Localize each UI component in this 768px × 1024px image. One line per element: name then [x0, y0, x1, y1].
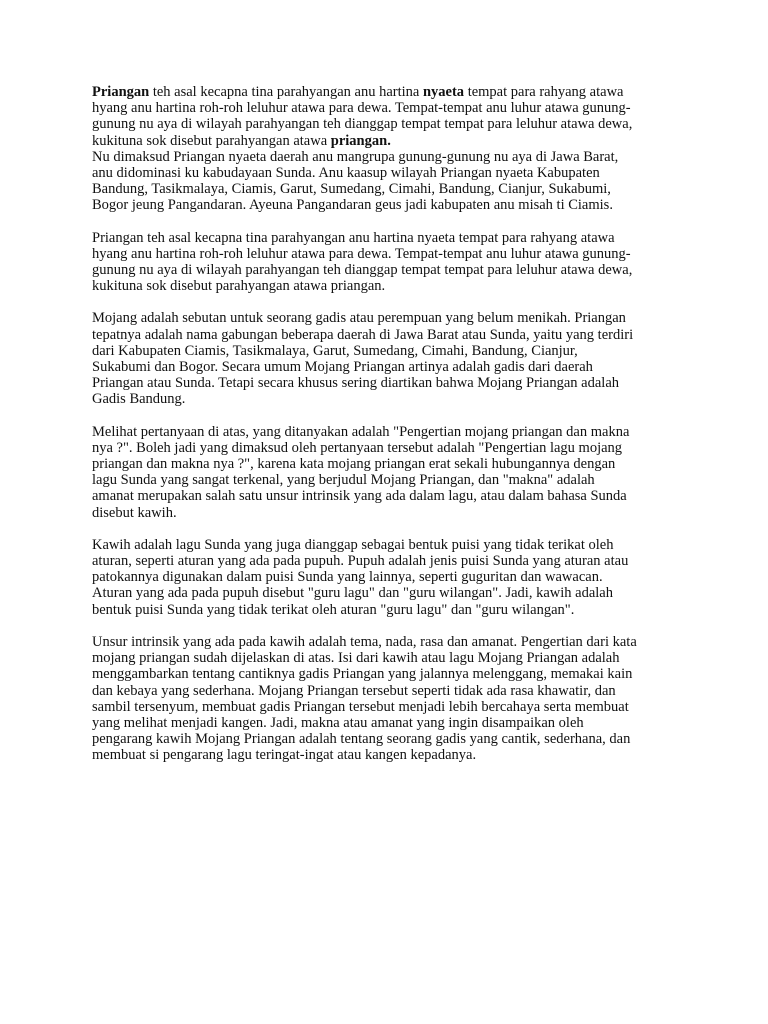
paragraph-line: membuat si pengarang lagu teringat-ingat atau kangen kepadanya. — [92, 747, 477, 764]
paragraph-2 — [92, 230, 682, 295]
paragraph-line: Sukabumi dan Bogor. Secara umum Mojang Priangan artinya adalah gadis dari daerah — [92, 359, 593, 376]
paragraph-line: Priangan teh asal kecapna tina parahyangan anu hartina nyaeta tempat para rahyang atawa — [92, 229, 615, 246]
paragraph-line: amanat merupakan salah satu unsur intrinsik yang ada dalam lagu, atau dalam bahasa Sunda — [92, 488, 627, 505]
paragraph-line: disebut kawih. — [92, 504, 177, 521]
paragraph-line: patokannya digunakan dalam puisi Sunda yang lainnya, seperti guguritan dan wawacan. — [92, 569, 603, 586]
paragraph-line: hyang anu hartina roh-roh leluhur atawa para dewa. Tempat-tempat anu luhur atawa gunung- — [92, 100, 631, 117]
paragraph-line: Aturan yang ada pada pupuh disebut "guru lagu" dan "guru wilangan". Jadi, kawih adalah — [92, 585, 613, 602]
paragraph-1 — [92, 84, 682, 214]
paragraph-line: Melihat pertanyaan di atas, yang ditanyakan adalah "Pengertian mojang priangan dan makna — [92, 423, 630, 440]
paragraph-6 — [92, 634, 682, 764]
paragraph-line: Gadis Bandung. — [92, 391, 186, 408]
paragraph-line: pengarang kawih Mojang Priangan adalah tentang seorang gadis yang cantik, sederhana, dan — [92, 731, 631, 748]
paragraph-line: hyang anu hartina roh-roh leluhur atawa para dewa. Tempat-tempat anu luhur atawa gunung- — [92, 245, 631, 262]
paragraph-3 — [92, 310, 682, 407]
paragraph-line: aturan, seperti aturan yang ada pada pupuh. Pupuh adalah jenis puisi Sunda yang aturan atau — [92, 553, 629, 570]
paragraph-line: Priangan teh asal kecapna tina parahyangan anu hartina nyaeta tempat para rahyang atawa — [92, 84, 624, 100]
paragraph-4 — [92, 424, 682, 521]
paragraph-line: lagu Sunda yang sangat terkenal, yang berjudul Mojang Priangan, dan "makna" adalah — [92, 472, 595, 489]
paragraph-line: Priangan atau Sunda. Tetapi secara khusus sering diartikan bahwa Mojang Priangan adalah — [92, 375, 620, 392]
paragraph-line: Bogor jeung Pangandaran. Ayeuna Pangandaran geus jadi kabupaten anu misah ti Ciamis. — [92, 197, 613, 214]
paragraph-line: nya ?". Boleh jadi yang dimaksud oleh pertanyaan tersebut adalah "Pengertian lagu mojang — [92, 439, 623, 456]
paragraph-line: Unsur intrinsik yang ada pada kawih adalah tema, nada, rasa dan amanat. Pengertian dari kata — [92, 633, 637, 650]
paragraph-line: dari Kabupaten Ciamis, Tasikmalaya, Garut, Sumedang, Cimahi, Bandung, Cianjur, — [92, 342, 578, 359]
paragraph-line: sambil tersenyum, membuat gadis Priangan tersebut menjadi lebih bercahaya serta membuat — [92, 698, 629, 715]
paragraph-line: dan kebaya yang sederhana. Mojang Priangan tersebut seperti tidak ada rasa khawatir, dan — [92, 682, 616, 699]
paragraph-line: Nu dimaksud Priangan nyaeta daerah anu mangrupa gunung-gunung nu aya di Jawa Barat, — [92, 148, 619, 165]
paragraph-line: Bandung, Tasikmalaya, Ciamis, Garut, Sumedang, Cimahi, Bandung, Cianjur, Sukabumi, — [92, 181, 611, 198]
bold-term-nyaeta: nyaeta — [422, 84, 465, 100]
paragraph-line: anu didominasi ku kabudayaan Sunda. Anu kaasup wilayah Priangan nyaeta Kabupaten — [92, 165, 600, 182]
paragraph-line: kukituna sok disebut parahyangan atawa priangan. — [92, 278, 386, 295]
paragraph-line: tepatnya adalah nama gabungan beberapa daerah di Jawa Barat atau Sunda, yaitu yang terdiri — [92, 326, 634, 343]
paragraph-line: gunung nu aya di wilayah parahyangan teh dianggap tempat tempat para leluhur atawa dewa, — [92, 262, 633, 279]
bold-term-priangan: Priangan — [92, 84, 150, 100]
paragraph-line: yang melihat menjadi kangen. Jadi, makna atau amanat yang ingin disampaikan oleh — [92, 714, 584, 731]
document-page — [92, 84, 682, 780]
paragraph-line: mojang priangan sudah dijelaskan di atas. Isi dari kawih atau lagu Mojang Priangan adalah — [92, 650, 620, 667]
paragraph-line: priangan dan makna nya ?", karena kata mojang priangan erat sekali hubungannya dengan — [92, 456, 616, 473]
paragraph-line: bentuk puisi Sunda yang tidak terikat oleh aturan "guru lagu" dan "guru wilangan". — [92, 601, 575, 618]
paragraph-line: gunung nu aya di wilayah parahyangan teh dianggap tempat tempat para leluhur atawa dewa, — [92, 116, 633, 133]
paragraph-5 — [92, 537, 682, 618]
paragraph-line: menggambarkan tentang cantiknya gadis Priangan yang jalannya melenggang, memakai kain — [92, 666, 633, 683]
paragraph-line: Kawih adalah lagu Sunda yang juga dianggap sebagai bentuk puisi yang tidak terikat oleh — [92, 536, 614, 553]
paragraph-line: Mojang adalah sebutan untuk seorang gadis atau perempuan yang belum menikah. Priangan — [92, 310, 626, 327]
bold-term-priangan-end: priangan. — [330, 132, 391, 149]
paragraph-line: kukituna sok disebut parahyangan atawa priangan. — [92, 132, 391, 149]
